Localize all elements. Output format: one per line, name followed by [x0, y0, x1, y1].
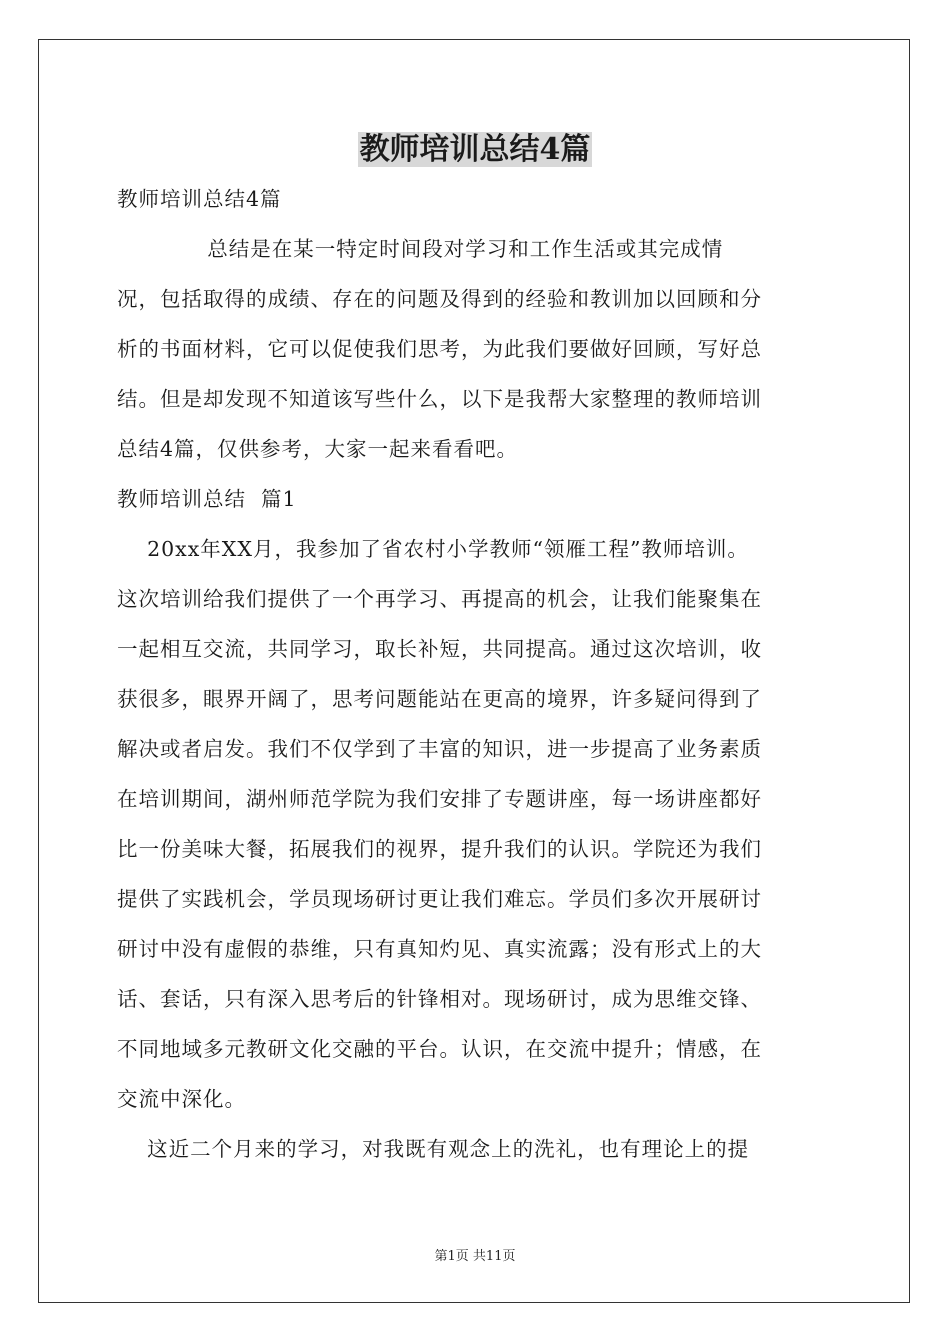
body-line: 这近二个月来的学习，对我既有观念上的洗礼，也有理论上的提 [117, 1137, 750, 1161]
document-title-text: 教师培训总结4篇 [359, 132, 591, 167]
body-line: 获很多，眼界开阔了，思考问题能站在更高的境界，许多疑问得到了 [117, 687, 762, 711]
body-line: 研讨中没有虚假的恭维，只有真知灼见、真实流露；没有形式上的大 [117, 937, 762, 961]
body-line: 在培训期间，湖州师范学院为我们安排了专题讲座，每一场讲座都好 [117, 787, 762, 811]
body-line: 话、套话，只有深入思考后的针锋相对。现场研讨，成为思维交锋、 [117, 987, 762, 1011]
body-line: 比一份美味大餐，拓展我们的视界，提升我们的认识。学院还为我们 [117, 837, 762, 861]
body-line: 一起相互交流，共同学习，取长补短，共同提高。通过这次培训，收 [117, 637, 762, 661]
body-line: 况，包括取得的成绩、存在的问题及得到的经验和教训加以回顾和分 [117, 287, 762, 311]
body-line: 总结是在某一特定时间段对学习和工作生活或其完成情 [117, 237, 724, 261]
body-line: 这次培训给我们提供了一个再学习、再提高的机会，让我们能聚集在 [117, 587, 762, 611]
subtitle-line: 教师培训总结4篇 [117, 187, 282, 211]
body-line: 结。但是却发现不知道该写些什么，以下是我帮大家整理的教师培训 [117, 387, 762, 411]
page-footer: 第1页 共11页 [434, 1249, 516, 1264]
body-line: 总结4篇，仅供参考，大家一起来看看吧。 [117, 437, 519, 461]
body-line: 析的书面材料，它可以促使我们思考，为此我们要做好回顾，写好总 [117, 337, 762, 361]
body-line: 20xx年XX月，我参加了省农村小学教师“领雁工程”教师培训。 [117, 537, 749, 561]
body-line: 提供了实践机会，学员现场研讨更让我们难忘。学员们多次开展研讨 [117, 887, 762, 911]
document-title [0, 128, 950, 172]
body-line: 解决或者启发。我们不仅学到了丰富的知识，进一步提高了业务素质 [117, 737, 762, 761]
section-heading: 教师培训总结 篇1 [117, 487, 297, 511]
body-line: 不同地域多元教研文化交融的平台。认识，在交流中提升；情感，在 [117, 1037, 762, 1061]
body-line: 交流中深化。 [117, 1087, 246, 1111]
